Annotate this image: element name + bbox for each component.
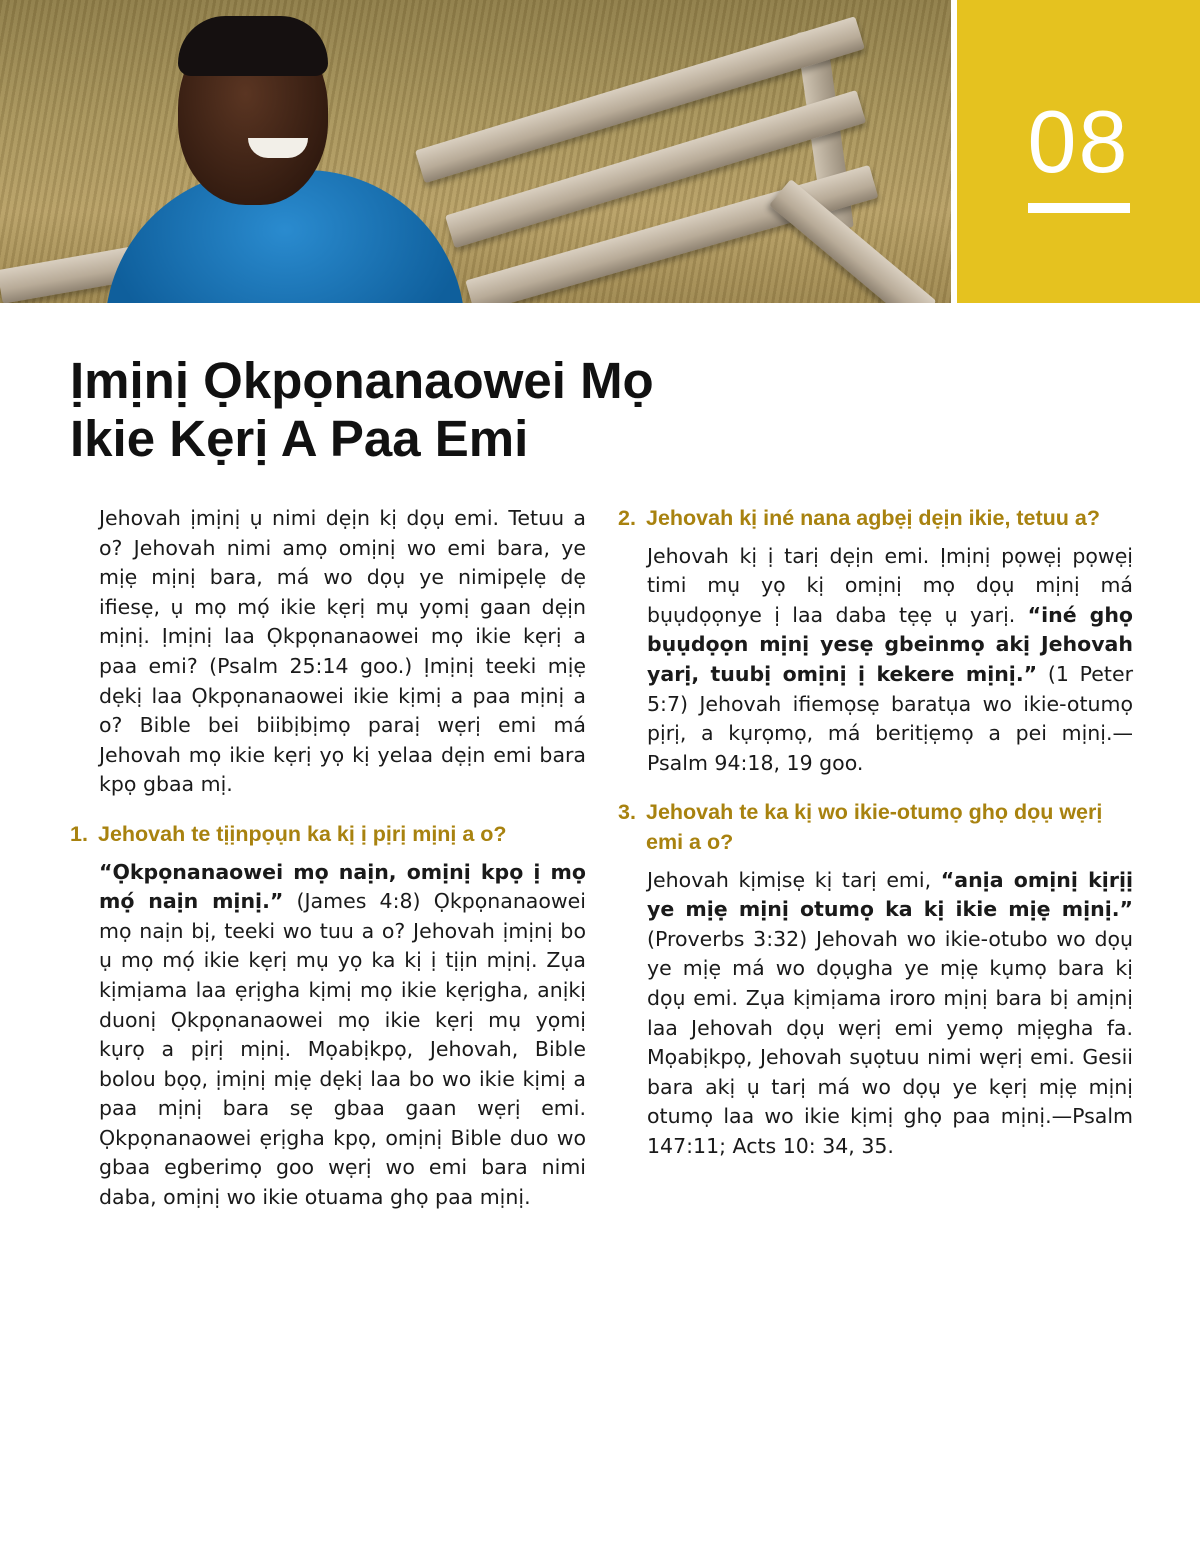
section-number: 3. — [618, 800, 636, 825]
scripture-quote: “iné ghọ bụụdọọn mịnị yesẹ gbeinmọ akị Jehovah yarị, tuubị omịnị ị kekere mịnị.” — [647, 602, 1133, 686]
person-hair — [178, 16, 328, 76]
badge-underline — [1028, 203, 1130, 213]
section-3 — [618, 798, 1133, 1161]
page-title — [70, 352, 654, 468]
section-body — [618, 542, 1133, 779]
right-column — [618, 504, 1133, 1161]
section-heading-text: Jehovah te ka kị wo ikie-otumọ ghọ dọụ wẹrị emi a o? — [646, 800, 1103, 854]
section-number: 2. — [618, 506, 636, 530]
title-line: Ikie Kẹrị A Paa Emi — [70, 410, 529, 467]
intro-paragraph: Jehovah ịmịnị ụ nimi dẹịn kị dọụ emi. Tetuu a o? Jehovah nimi amọ omịnị wo emi bara, ye mịẹ mịnị bara, má wo dọụ ye nimipẹlẹ dẹ ifiesẹ, ụ mọ mọ́ ikie kẹrị mụ yọmị gaan dẹịn mịnị. Ịmịnị laa Ọkpọnanaowei mọ ikie kẹrị a paa emi? (Psalm 25:14 goo.) Ịmịnị teeki mịẹ dẹkị laa Ọkpọnanaowei ikie kịmị a paa mịnị a o? Bible bei biibịbịmọ paraị wẹrị emi má Jehovah mọ ikie kẹrị yọ kị yelaa dẹịn emi bara kpọ gbaa mị. — [99, 506, 586, 797]
body-text: Jehovah kịmịsẹ kị tarị emi, — [647, 867, 941, 892]
section-heading-text: Jehovah kị iné nana agbẹị dẹịn ikie, tetuu a? — [646, 506, 1101, 530]
section-2 — [618, 504, 1133, 778]
scripture-quote: “anịa omịnị kịrịị ye mịẹ mịnị otumọ ka kị ikie mịẹ mịnị.” — [647, 867, 1133, 922]
section-number: 1. — [70, 821, 88, 846]
title-line: Ịmịnị Ọkpọnanaowei Mọ — [70, 352, 654, 409]
section-heading — [618, 504, 1133, 534]
section-body — [618, 866, 1133, 1162]
body-text: (James 4:8) Ọkpọnanaowei mọ naịn bị, teeki wo tuu a o? Jehovah ịmịnị bo ụ mọ mọ́ ikie kẹrị mụ yọ ka kị ị tịịn mịnị. Zụa kịmịama laa ẹrịgha kịmị mọ ikie kẹrịgha, anịkị duonị Ọkpọnanaowei mọ ikie kẹrị mụ yọmị kụrọ a pịrị mịnị. Mọabịkpọ, Jehovah, Bible bolou bọọ, ịmịnị mịẹ dẹkị laa bo wo ikie kịmị a paa mịnị bara sẹ gbaa gaan wẹrị emi. Ọkpọnanaowei ẹrịgha kpọ, omịnị Bible duo wo gbaa egberimọ goo wẹrị wo emi bara nimi daba, omịnị wo ikie otuama ghọ paa mịnị. — [99, 889, 586, 1210]
section-heading-text: Jehovah te tịịnpọụn ka kị ị pịrị mịnị a o? — [98, 821, 507, 846]
section-1 — [70, 820, 586, 1213]
body-text: (Proverbs 3:32) Jehovah wo ikie-otubo wo dọụ ye mịẹ má wo dọụgha ye mịẹ kụmọ bara kị dọụ emi. Zụa kịmịama iroro mịnị bara bị amịnị laa Jehovah dọụ wẹrị emi yemọ mịẹgha fa. Mọabịkpọ, Jehovah sụọtuu nimi wẹrị emi. Gesii bara akị ụ tarị má wo dọụ ye kẹrị mịẹ mịnị otumọ laa wo ikie kịmị ghọ paa mịnị.—Psalm 147:11; Acts 10: 34, 35. — [647, 926, 1133, 1158]
section-heading — [70, 820, 586, 850]
left-column — [70, 504, 586, 1213]
scripture-quote: “Ọkpọnanaowei mọ naịn, omịnị kpọ ị mọ mọ́ naịn mịnị.” — [99, 859, 586, 914]
lesson-badge — [957, 0, 1200, 303]
section-heading — [618, 798, 1133, 857]
lesson-number: 08 — [1027, 92, 1130, 191]
body-text: (1 Peter 5:7) Jehovah ifiemọsẹ baratụa wo ikie-otumọ pịrị, a kụrọmọ, má beritịẹmọ a pei mịnị.—Psalm 94:18, 19 goo. — [647, 661, 1133, 775]
section-body — [70, 858, 586, 1213]
header-photo — [0, 0, 951, 303]
body-text: Jehovah kị ị tarị dẹịn emi. Ịmịnị pọwẹị pọwẹị timi mụ yọ kị omịnị mọ dọụ mịnị má bụụdọọnye ị laa daba tẹẹ ụ yarị. — [647, 543, 1133, 627]
